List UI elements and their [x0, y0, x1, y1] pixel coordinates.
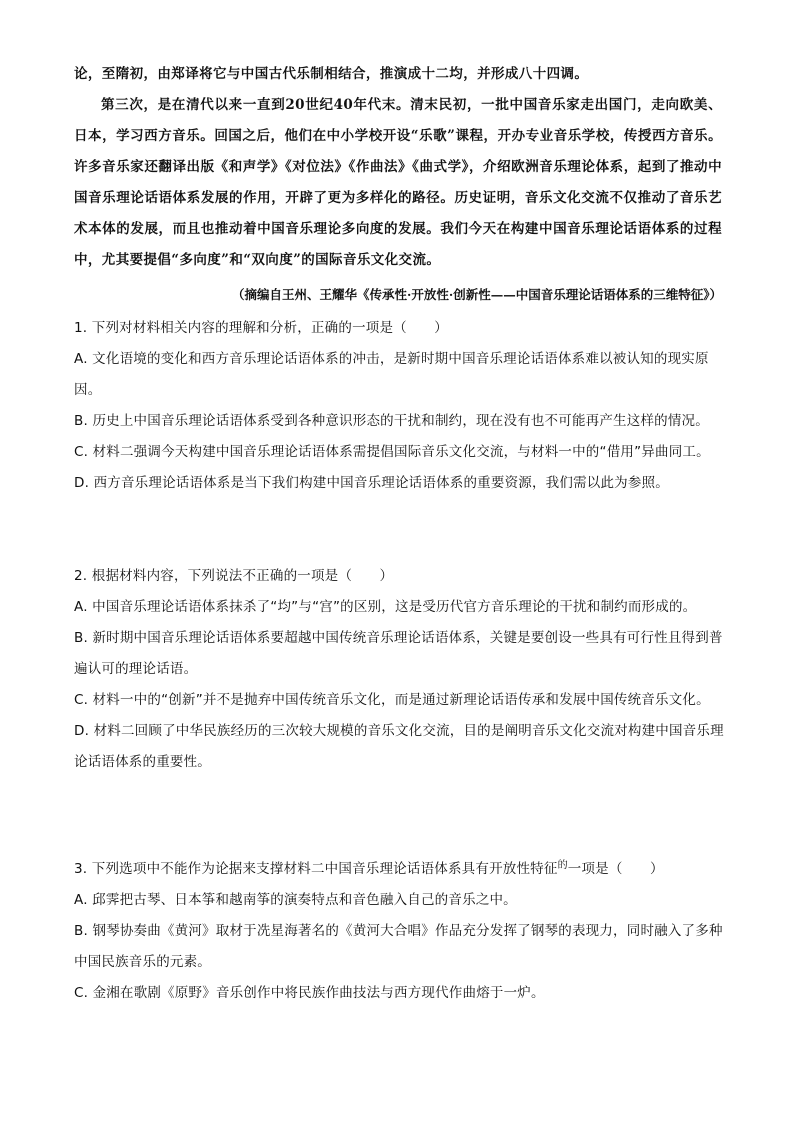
question-2-option-c: C. 材料一中的“创新”并不是抛弃中国传统音乐文化，而是通过新理论话语传承和发展中国传统音乐文化。: [74, 692, 710, 708]
passage-line-first: 论，至隋初，由郑译将它与中国古代乐制相结合，推演成十二均，并形成八十四调。: [74, 66, 589, 82]
question-1: [74, 313, 724, 499]
reading-passage: [74, 59, 722, 276]
passage-source: （摘编自王州、王耀华《传承性·开放性·创新性——中国音乐理论话语体系的三维特征》）: [232, 287, 722, 302]
question-1-option-b: B. 历史上中国音乐理论话语体系受到各种意识形态的干扰和制约，现在没有也不可能再产生这样的情况。: [74, 413, 709, 429]
question-3-stem: [74, 850, 724, 885]
question-3-option-a: A. 邱霁把古琴、日本筝和越南筝的演奏特点和音色融入自己的音乐之中。: [74, 892, 517, 908]
question-2-option-b: B. 新时期中国音乐理论话语体系要超越中国传统音乐理论话语体系，关键是要创设一些具有可行性且得到普遍认可的理论话语。: [74, 630, 723, 677]
question-3: [74, 850, 724, 1009]
question-1-option-d: D. 西方音乐理论话语体系是当下我们构建中国音乐理论话语体系的重要资源，我们需以此为参照。: [74, 475, 669, 491]
question-3-stem-after: 一项是（ ）: [567, 861, 664, 877]
question-3-stem-superscript: 的: [557, 860, 568, 871]
question-2-option-d: D. 材料二回顾了中华民族经历的三次较大规模的音乐文化交流，目的是阐明音乐文化交流对构建中国音乐理论话语体系的重要性。: [74, 723, 724, 770]
question-3-stem-before: 3. 下列选项中不能作为论据来支撑材料二中国音乐理论话语体系具有开放性特征: [74, 861, 558, 877]
question-1-option-c: C. 材料二强调今天构建中国音乐理论话语体系需提倡国际音乐文化交流，与材料一中的“借用”异曲同工。: [74, 444, 710, 460]
question-2: [74, 561, 724, 778]
passage-paragraph-third: 第三次，是在清代以来一直到20世纪40年代末。清末民初，一批中国音乐家走出国门，走向欧美、日本，学习西方音乐。回国之后，他们在中小学校开设“乐歌”课程，开办专业音乐学校，传授西方音乐。许多音乐家还翻译出版《和声学》《对位法》《作曲法》《曲式学》，介绍欧洲音乐理论体系，起到了推动中国音乐理论话语体系发展的作用，开辟了更为多样化的路径。历史证明，音乐文化交流不仅推动了音乐艺术本体的发展，而且也推动着中国音乐理论多向度的发展。我们今天在构建中国音乐理论话语体系的过程中，尤其要提倡“多向度”和“双向度”的国际音乐文化交流。: [74, 97, 722, 268]
question-3-option-c: C. 金湘在歌剧《原野》音乐创作中将民族作曲技法与西方现代作曲熔于一炉。: [74, 985, 545, 1001]
question-2-option-a: A. 中国音乐理论话语体系抹杀了“均”与“宫”的区别，这是受历代官方音乐理论的干扰和制约而形成的。: [74, 599, 697, 615]
question-3-option-b: B. 钢琴协奏曲《黄河》取材于冼星海著名的《黄河大合唱》作品充分发挥了钢琴的表现力，同时融入了多种中国民族音乐的元素。: [74, 923, 723, 970]
question-1-option-a: A. 文化语境的变化和西方音乐理论话语体系的冲击，是新时期中国音乐理论话语体系难以被认知的现实原因。: [74, 351, 709, 398]
question-1-stem: 1. 下列对材料相关内容的理解和分析，正确的一项是（ ）: [74, 320, 448, 336]
question-2-stem: 2. 根据材料内容，下列说法不正确的一项是（ ）: [74, 568, 394, 584]
